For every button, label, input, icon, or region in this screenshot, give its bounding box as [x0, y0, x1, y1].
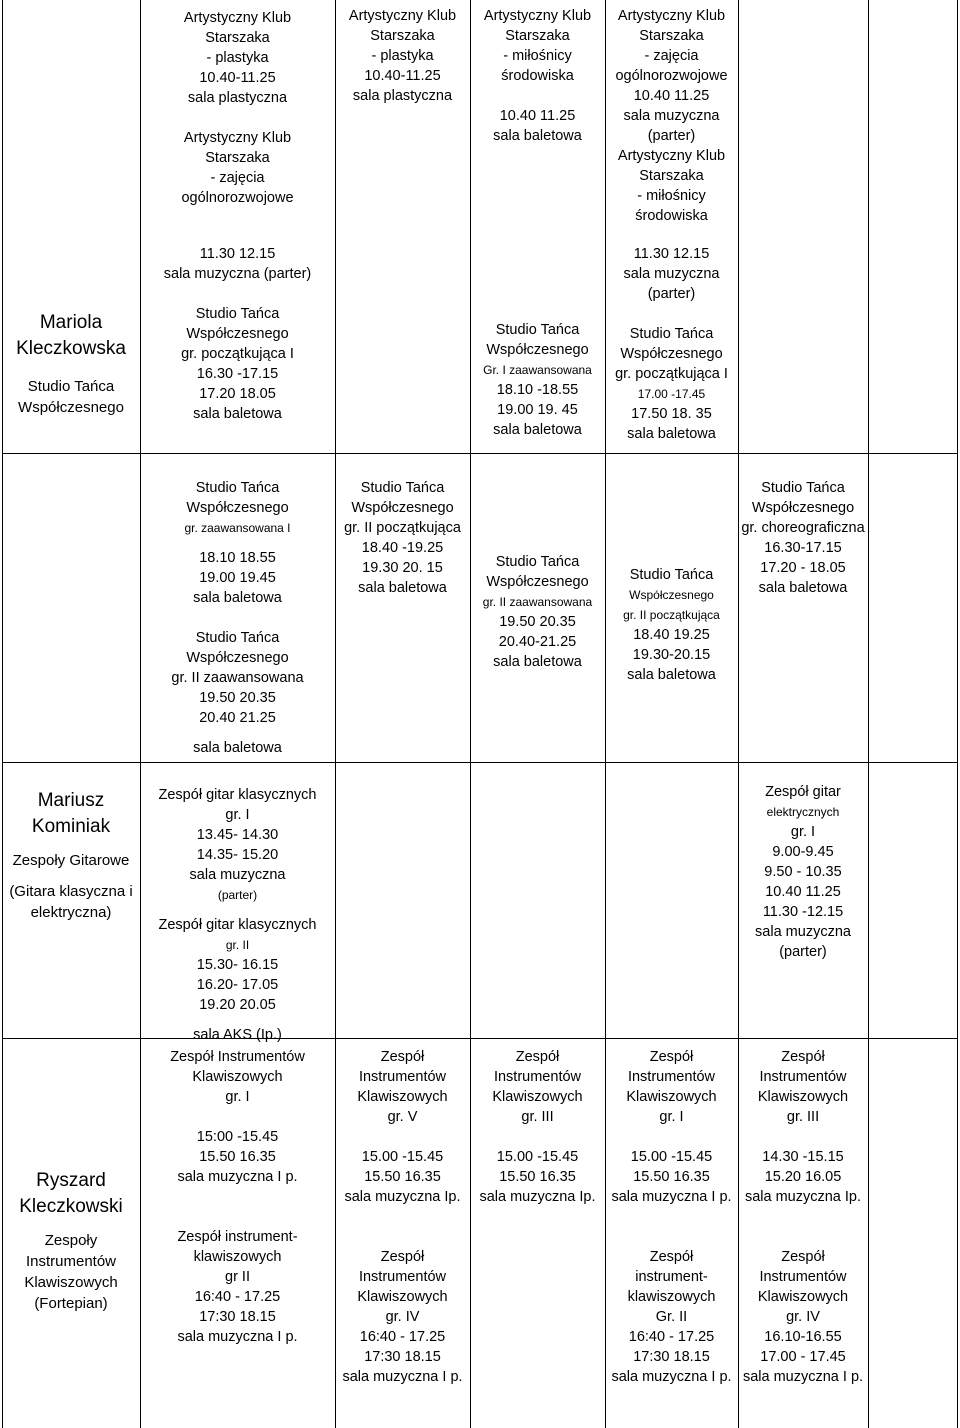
schedule-line: Instrumentów	[358, 1269, 447, 1285]
schedule-line: sala muzyczna I p.	[342, 1369, 463, 1385]
schedule-line: 17.50 18. 35	[631, 406, 712, 422]
row-divider	[2, 453, 958, 454]
spacer	[605, 1207, 738, 1227]
schedule-line: sala baletowa	[627, 426, 716, 442]
instructor-name: Kominiak	[31, 816, 111, 837]
instructor-name: Kleczkowski	[19, 1196, 123, 1217]
schedule-line: Studio Tańca	[629, 567, 714, 583]
schedule-line: Studio Tańca	[761, 480, 845, 496]
schedule-line: sala baletowa	[193, 590, 282, 606]
schedule-line: - zajęcia	[644, 48, 699, 64]
spacer	[605, 304, 738, 324]
spacer	[335, 1207, 470, 1227]
schedule-line: Studio Tańca	[495, 554, 580, 570]
schedule-line: sala muzyczna I p.	[177, 1169, 298, 1185]
schedule-line: Studio Tańca	[195, 630, 280, 646]
schedule-line: 15.50 16.35	[364, 1169, 441, 1185]
class-cell	[140, 244, 335, 424]
instructor-name: Mariusz	[37, 790, 105, 811]
schedule-line: sala baletowa	[193, 740, 282, 756]
instructor-group: Zespoły	[44, 1232, 98, 1249]
schedule-line: sala AKS (Ip.)	[193, 1027, 282, 1043]
schedule-line: sala muzyczna	[623, 266, 720, 282]
schedule-line: 18.40 19.25	[633, 627, 710, 643]
schedule-line: gr. II początkująca	[623, 608, 720, 622]
schedule-line: instrument-	[635, 1269, 708, 1285]
class-cell	[605, 244, 738, 444]
class-cell	[605, 6, 738, 226]
instructor-cell	[2, 1168, 140, 1314]
spacer	[335, 1227, 470, 1247]
schedule-line: Zespół	[649, 1249, 694, 1265]
schedule-line: 19.50 20.35	[199, 690, 276, 706]
schedule-line: gr. IV	[786, 1309, 820, 1325]
schedule-line: Starszaka	[639, 28, 704, 44]
schedule-line: sala baletowa	[627, 667, 716, 683]
schedule-line: gr. I	[225, 1089, 250, 1105]
schedule-line: Współczesnego	[751, 500, 855, 516]
instructor-name: Mariola	[39, 312, 103, 333]
class-cell	[470, 1047, 605, 1207]
schedule-line: Zespół	[649, 1049, 694, 1065]
schedule-line: 13.45- 14.30	[196, 827, 279, 843]
schedule-line: 19.30-20.15	[632, 647, 711, 663]
schedule-line: Gr. II	[655, 1309, 688, 1325]
class-cell	[335, 1047, 470, 1387]
schedule-line: gr. początkująca I	[615, 366, 728, 382]
instructor-group	[2, 871, 140, 881]
schedule-line: sala baletowa	[493, 654, 582, 670]
schedule-line: (parter)	[217, 888, 258, 902]
schedule-line: 15.30- 16.15	[196, 957, 279, 973]
schedule-line: Starszaka	[205, 30, 270, 46]
schedule-line: 15.50 16.35	[633, 1169, 710, 1185]
schedule-line: Współczesnego	[620, 346, 723, 362]
schedule-line: 11.30 12.15	[633, 246, 710, 262]
schedule-line: 17:30 18.15	[199, 1309, 276, 1325]
row-divider	[2, 762, 958, 763]
class-cell	[140, 785, 335, 1045]
schedule-line: Zespół	[781, 1249, 825, 1265]
class-cell	[738, 478, 868, 598]
schedule-line: 15.50 16.35	[199, 1149, 276, 1165]
spacer	[738, 1207, 868, 1227]
schedule-line: sala baletowa	[758, 580, 848, 596]
schedule-line: Zespół gitar klasycznych	[158, 917, 317, 933]
schedule-line: Współczesnego	[629, 588, 714, 602]
schedule-line: Klawiszowych	[357, 1289, 448, 1305]
schedule-line: 19.00 19.45	[199, 570, 276, 586]
class-cell	[605, 1047, 738, 1387]
schedule-line: gr. V	[387, 1109, 418, 1125]
schedule-line: Artystyczny Klub	[183, 130, 292, 146]
schedule-line: gr. II zaawansowana	[482, 595, 593, 609]
schedule-line: Starszaka	[505, 28, 570, 44]
instructor-cell	[2, 310, 140, 418]
schedule-line: Artystyczny Klub	[617, 148, 726, 164]
schedule-line: Współczesnego	[486, 342, 589, 358]
schedule-line: sala muzyczna	[623, 108, 720, 124]
schedule-line: sala muzyczna I p.	[742, 1369, 864, 1385]
schedule-line: sala muzyczna	[189, 867, 286, 883]
schedule-line: 11.30 12.15	[199, 246, 276, 262]
spacer	[605, 1227, 738, 1247]
schedule-line: Klawiszowych	[192, 1069, 283, 1085]
instructor-name: Ryszard	[36, 1170, 106, 1191]
class-cell	[140, 478, 335, 758]
class-cell	[470, 552, 605, 672]
schedule-line: sala muzyczna Ip.	[744, 1189, 862, 1205]
spacer	[140, 608, 335, 628]
schedule-line: Zespół instrument-	[177, 1229, 298, 1245]
schedule-line: Starszaka	[370, 28, 435, 44]
schedule-line: Klawiszowych	[757, 1289, 849, 1305]
schedule-line: gr. I	[225, 807, 250, 823]
instructor-group: (Gitara klasyczna i	[9, 883, 133, 900]
schedule-line: Studio Tańca	[629, 326, 714, 342]
schedule-line: Klawiszowych	[757, 1089, 849, 1105]
schedule-line: Zespół	[781, 1049, 825, 1065]
schedule-line: 16.30-17.15	[764, 540, 842, 556]
schedule-line: 16.10-16.55	[764, 1329, 842, 1345]
schedule-line: 17.20 - 18.05	[760, 560, 846, 576]
schedule-line: 9.00-9.45	[772, 844, 834, 860]
schedule-line: sala muzyczna I p.	[177, 1329, 298, 1345]
schedule-line: 18.40 -19.25	[361, 540, 444, 556]
table-border-right	[957, 0, 958, 1428]
schedule-line: Studio Tańca	[195, 306, 280, 322]
schedule-line: Zespół Instrumentów	[170, 1049, 305, 1065]
schedule-line: Instrumentów	[759, 1069, 847, 1085]
schedule-line: Klawiszowych	[626, 1089, 717, 1105]
schedule-line: ogólnorozwojowe	[615, 68, 728, 84]
schedule-line: Współczesnego	[186, 500, 289, 516]
schedule-line: Artystyczny Klub	[348, 8, 457, 24]
schedule-line: Zespół gitar klasycznych	[158, 787, 317, 803]
class-cell	[335, 6, 470, 106]
schedule-line: sala muzyczna (parter)	[163, 266, 312, 282]
schedule-line: - miłośnicy	[503, 48, 572, 64]
schedule-line: 14.30 -15.15	[762, 1149, 844, 1165]
spacer	[738, 1127, 868, 1147]
spacer	[470, 1127, 605, 1147]
schedule-line: 18.10 -18.55	[496, 382, 579, 398]
schedule-line: Artystyczny Klub	[617, 8, 726, 24]
schedule-line: Klawiszowych	[357, 1089, 448, 1105]
schedule-line: ogólnorozwojowe	[181, 190, 294, 206]
instructor-group: Klawiszowych	[24, 1274, 118, 1291]
schedule-line: Instrumentów	[358, 1069, 447, 1085]
class-cell	[605, 565, 738, 685]
schedule-line: 14.35- 15.20	[196, 847, 279, 863]
class-cell	[140, 1047, 335, 1347]
schedule-line: 17.00 - 17.45	[760, 1349, 846, 1365]
schedule-line: Instrumentów	[759, 1269, 847, 1285]
schedule-line: Starszaka	[639, 168, 704, 184]
schedule-line: Artystyczny Klub	[183, 10, 292, 26]
schedule-line: 10.40-11.25	[364, 68, 441, 84]
schedule-line: - miłośnicy	[637, 188, 706, 204]
schedule-line: klawiszowych	[193, 1249, 282, 1265]
instructor-group: Zespoły Gitarowe	[12, 852, 130, 869]
schedule-line: gr. I	[659, 1109, 684, 1125]
schedule-line: gr. II zaawansowana	[171, 670, 304, 686]
schedule-line: 17:30 18.15	[364, 1349, 441, 1365]
schedule-line: 15:00 -15.45	[196, 1129, 279, 1145]
schedule-line: 17:30 18.15	[633, 1349, 710, 1365]
schedule-line: 16.30 -17.15	[196, 366, 279, 382]
spacer	[140, 108, 335, 128]
schedule-line: sala baletowa	[358, 580, 447, 596]
schedule-line: klawiszowych	[627, 1289, 716, 1305]
schedule-line: Studio Tańca	[195, 480, 280, 496]
schedule-line: Studio Tańca	[495, 322, 580, 338]
schedule-line: 11.30 -12.15	[762, 904, 844, 920]
schedule-line: Zespół	[380, 1049, 425, 1065]
schedule-line: (parter)	[779, 944, 827, 960]
schedule-line: elektrycznych	[766, 805, 840, 819]
schedule-line: Klawiszowych	[492, 1089, 583, 1105]
instructor-name: Kleczkowska	[16, 338, 126, 359]
schedule-line: 10.40 11.25	[765, 884, 841, 900]
instructor-group: (Fortepian)	[34, 1295, 108, 1312]
schedule-line: gr. I	[790, 824, 816, 840]
class-cell	[738, 782, 868, 962]
schedule-line: Współczesnego	[486, 574, 589, 590]
schedule-line: Starszaka	[205, 150, 270, 166]
column-divider	[868, 0, 869, 1428]
schedule-line: 15.00 -15.45	[496, 1149, 579, 1165]
schedule-line: gr. początkująca I	[181, 346, 294, 362]
schedule-line: sala baletowa	[493, 422, 582, 438]
schedule-line: Współczesnego	[351, 500, 454, 516]
spacer	[140, 1187, 335, 1207]
schedule-line: środowiska	[501, 68, 574, 84]
schedule-line: 10.40 11.25	[499, 108, 576, 124]
column-divider	[470, 0, 471, 1428]
schedule-line: 19.00 19. 45	[497, 402, 578, 418]
schedule-line: sala muzyczna	[755, 924, 851, 940]
class-cell	[470, 320, 605, 440]
schedule-line: środowiska	[635, 208, 708, 224]
schedule-line: 20.40 21.25	[199, 710, 276, 726]
instructor-group: Współczesnego	[18, 399, 124, 416]
schedule-line: 15.20 16.05	[764, 1169, 842, 1185]
schedule-line: gr II	[225, 1269, 250, 1285]
schedule-line: 17.00 -17.45	[637, 387, 706, 401]
schedule-line: 19.20 20.05	[199, 997, 276, 1013]
schedule-line: 10.40-11.25	[199, 70, 276, 86]
schedule-line: sala baletowa	[493, 128, 582, 144]
schedule-line: sala plastyczna	[187, 90, 288, 106]
schedule-line: 16:40 - 17.25	[359, 1329, 446, 1345]
schedule-line: gr. III	[521, 1109, 554, 1125]
schedule-line: 16:40 - 17.25	[194, 1289, 281, 1305]
spacer	[140, 1207, 335, 1227]
schedule-line: 16:40 - 17.25	[628, 1329, 715, 1345]
schedule-line: Instrumentów	[627, 1069, 716, 1085]
schedule-line: 15.00 -15.45	[630, 1149, 713, 1165]
class-cell	[335, 478, 470, 598]
schedule-line: gr. II	[225, 938, 250, 952]
schedule-line: - plastyka	[206, 50, 269, 66]
schedule-line: gr. II początkująca	[344, 520, 461, 536]
class-cell	[140, 8, 335, 208]
schedule-line: sala plastyczna	[352, 88, 453, 104]
schedule-line: Współczesnego	[186, 650, 289, 666]
schedule-line: Studio Tańca	[360, 480, 445, 496]
schedule-line: gr. III	[786, 1109, 820, 1125]
spacer	[140, 1107, 335, 1127]
schedule-line: 18.10 18.55	[199, 550, 276, 566]
spacer	[605, 1127, 738, 1147]
schedule-line: - zajęcia	[210, 170, 265, 186]
instructor-group: Studio Tańca	[27, 378, 115, 395]
schedule-line: 9.50 - 10.35	[764, 864, 842, 880]
schedule-line: 15.00 -15.45	[361, 1149, 444, 1165]
schedule-line: (parter)	[647, 286, 696, 302]
spacer	[335, 1127, 470, 1147]
spacer	[140, 284, 335, 304]
schedule-line: sala muzyczna Ip.	[344, 1189, 461, 1205]
schedule-line: sala muzyczna Ip.	[479, 1189, 596, 1205]
spacer	[140, 728, 335, 738]
schedule-line: sala muzyczna I p.	[611, 1369, 732, 1385]
class-cell	[470, 6, 605, 146]
spacer	[738, 1227, 868, 1247]
schedule-line: 15.50 16.35	[499, 1169, 576, 1185]
class-cell	[738, 1047, 868, 1387]
instructor-group: Instrumentów	[25, 1253, 117, 1270]
schedule-line: sala muzyczna I p.	[611, 1189, 732, 1205]
schedule-line: 19.50 20.35	[499, 614, 576, 630]
spacer	[140, 1015, 335, 1025]
spacer	[470, 86, 605, 106]
schedule-line: 17.20 18.05	[199, 386, 276, 402]
schedule-line: Gr. I zaawansowana	[483, 363, 592, 377]
schedule-line: gr. zaawansowana I	[184, 521, 291, 535]
instructor-cell	[2, 788, 140, 923]
spacer	[140, 538, 335, 548]
schedule-line: Zespół	[380, 1249, 425, 1265]
schedule-line: gr. choreograficzna	[741, 520, 865, 536]
schedule-line: 19.30 20. 15	[362, 560, 443, 576]
schedule-line: Zespół gitar	[765, 784, 841, 800]
schedule-line: Instrumentów	[493, 1069, 582, 1085]
spacer	[140, 905, 335, 915]
schedule-line: 16.20- 17.05	[196, 977, 279, 993]
schedule-line: - plastyka	[371, 48, 434, 64]
schedule-line: Artystyczny Klub	[483, 8, 592, 24]
schedule-line: 10.40 11.25	[633, 88, 710, 104]
schedule-line: Zespół	[515, 1049, 560, 1065]
instructor-group: elektryczna)	[30, 904, 112, 921]
schedule-line: gr. IV	[385, 1309, 420, 1325]
schedule-line: (parter)	[647, 128, 696, 144]
schedule-line: sala baletowa	[193, 406, 282, 422]
schedule-line: Współczesnego	[186, 326, 289, 342]
schedule-line: 20.40-21.25	[498, 634, 577, 650]
